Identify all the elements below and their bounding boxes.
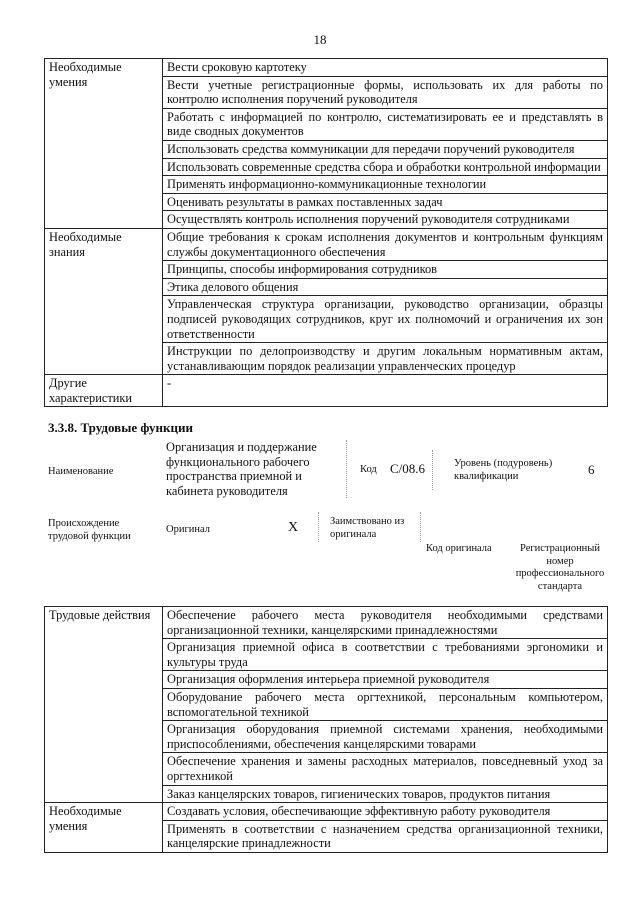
level-value: 6	[588, 462, 595, 477]
section-title: 3.3.8. Трудовые функции	[48, 420, 193, 435]
row-item: Оценивать результаты в рамках поставленных задач	[163, 193, 608, 211]
divider	[420, 512, 421, 542]
table-row	[45, 59, 608, 77]
row-item: Организация оборудования приемной системами хранения, необходимыми приспособлениями, обеспечения канцелярскими товарами	[163, 721, 608, 753]
row-item: Организация приемной офиса в соответствии с требованиями эргономики и культуры труда	[163, 639, 608, 671]
row-item: Использовать средства коммуникации для передачи поручений руководителя	[163, 140, 608, 158]
skills-knowledge-table	[44, 58, 608, 407]
row-category: Необходимые знания	[45, 228, 163, 374]
row-item: Управленческая структура организации, руководство организации, образцы подписей руководящих сотрудников, круг их полномочий и ограничения их зон ответственности	[163, 296, 608, 343]
code-original-label: Код оригинала	[426, 543, 492, 554]
row-item: Принципы, способы информирования сотрудников	[163, 261, 608, 279]
row-category: Трудовые действия	[45, 607, 163, 803]
row-item: Применять в соответствии с назначением средства организационной техники, канцелярские принадлежности	[163, 820, 608, 852]
name-label: Наименование	[48, 466, 114, 477]
function-name: Организация и поддержание функционального рабочего пространства приемной и кабинета руководителя	[166, 440, 317, 498]
row-category: Другие характеристики	[45, 375, 163, 407]
divider	[432, 450, 433, 490]
row-item: Обеспечение рабочего места руководителя необходимыми средствами организационной техники, канцелярскими принадлежностями	[163, 607, 608, 639]
borrowed-label: Заимствовано из оригинала	[330, 516, 405, 540]
row-item: Вести сроковую картотеку	[163, 59, 608, 77]
original-mark: X	[288, 520, 299, 535]
row-item: Работать с информацией по контролю, систематизировать ее и представлять в виде сводных документов	[163, 108, 608, 140]
row-item: Общие требования к срокам исполнения документов и контрольным функциям службы документационного обеспечения	[163, 228, 608, 260]
table-row	[45, 803, 608, 821]
divider	[318, 512, 319, 542]
row-item: Этика делового общения	[163, 278, 608, 296]
original-label: Оригинал	[166, 524, 210, 535]
row-category: Необходимые умения	[45, 59, 163, 229]
row-item: Обеспечение хранения и замены расходных материалов, повседневный уход за оргтехникой	[163, 753, 608, 785]
bottom-table-body	[45, 607, 608, 853]
row-item: Осуществлять контроль исполнения поручений руководителя сотрудниками	[163, 211, 608, 229]
row-item: Создавать условия, обеспечивающие эффективную работу руководителя	[163, 803, 608, 821]
row-category: Необходимые умения	[45, 803, 163, 853]
row-item: -	[163, 375, 608, 407]
row-item: Инструкции по делопроизводству и другим локальным нормативным актам, устанавливающим порядок реализации управленческих процедур	[163, 343, 608, 375]
page-number: 18	[313, 32, 327, 47]
code-label: Код	[360, 464, 377, 475]
divider	[346, 440, 347, 498]
code-value: C/08.6	[390, 461, 426, 476]
row-item: Заказ канцелярских товаров, гигиенических товаров, продуктов питания	[163, 785, 608, 803]
labor-actions-table	[44, 606, 608, 853]
reg-number-label: Регистрационный номер профессионального стандарта	[515, 543, 605, 592]
row-item: Вести учетные регистрационные формы, использовать их для работы по контролю исполнения поручений руководителя	[163, 76, 608, 108]
table-row	[45, 375, 608, 407]
origin-label: Происхождение трудовой функции	[48, 518, 131, 542]
top-table-body	[45, 59, 608, 407]
table-row	[45, 607, 608, 639]
row-item: Использовать современные средства сбора и обработки контрольной информации	[163, 158, 608, 176]
row-item: Применять информационно-коммуникационные технологии	[163, 176, 608, 194]
row-item: Организация оформления интерьера приемной руководителя	[163, 671, 608, 689]
row-item: Оборудование рабочего места оргтехникой, персональным компьютером, вспомогательной техникой	[163, 688, 608, 720]
table-row	[45, 228, 608, 260]
level-label: Уровень (подуровень) квалификации	[454, 458, 553, 482]
